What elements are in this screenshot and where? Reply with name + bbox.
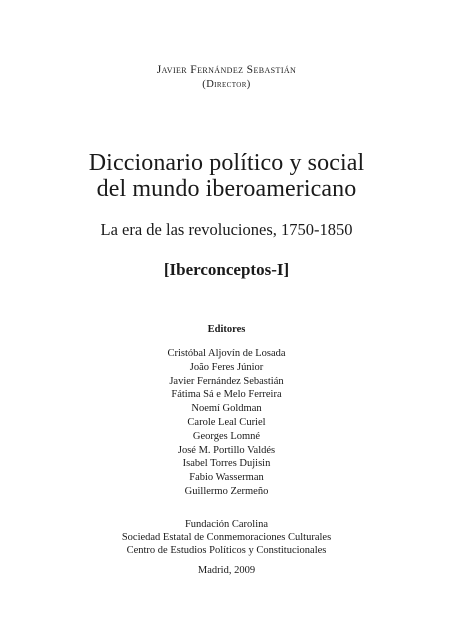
publishers-list: [0, 518, 453, 557]
book-title-line-2: del mundo iberoamericano: [96, 176, 357, 202]
publisher-name: Fundación Carolina: [184, 519, 269, 530]
editors-list: [0, 347, 453, 499]
series-name: [Iberconceptos-I]: [163, 260, 290, 279]
editor-name: Carole Leal Curiel: [187, 416, 266, 428]
book-title-line-1: Diccionario político y social: [88, 150, 365, 176]
editor-name: Guillermo Zermeño: [184, 485, 269, 497]
publisher-name: Sociedad Estatal de Conmemoraciones Culturales: [121, 532, 332, 543]
director-name: Javier Fernández Sebastián: [156, 64, 297, 76]
editor-name: João Feres Júnior: [189, 361, 264, 373]
book-subtitle: La era de las revoluciones, 1750-1850: [100, 220, 353, 239]
editor-name: Isabel Torres Dujisin: [182, 458, 271, 470]
editor-name: Georges Lomné: [192, 430, 261, 442]
director-role: (Director): [202, 79, 251, 90]
editor-name: Fabio Wasserman: [189, 472, 264, 484]
editor-name: Javier Fernández Sebastián: [169, 375, 284, 387]
editors-heading: Editores: [207, 324, 246, 335]
editor-name: Cristóbal Aljovín de Losada: [167, 348, 286, 359]
editor-name: Noemí Goldman: [191, 403, 262, 415]
publisher-name: Centro de Estudios Políticos y Constitucionales: [126, 545, 327, 556]
editor-name: José M. Portillo Valdés: [177, 444, 276, 456]
imprint: Madrid, 2009: [197, 565, 256, 576]
editor-name: Fátima Sá e Melo Ferreira: [171, 389, 282, 401]
